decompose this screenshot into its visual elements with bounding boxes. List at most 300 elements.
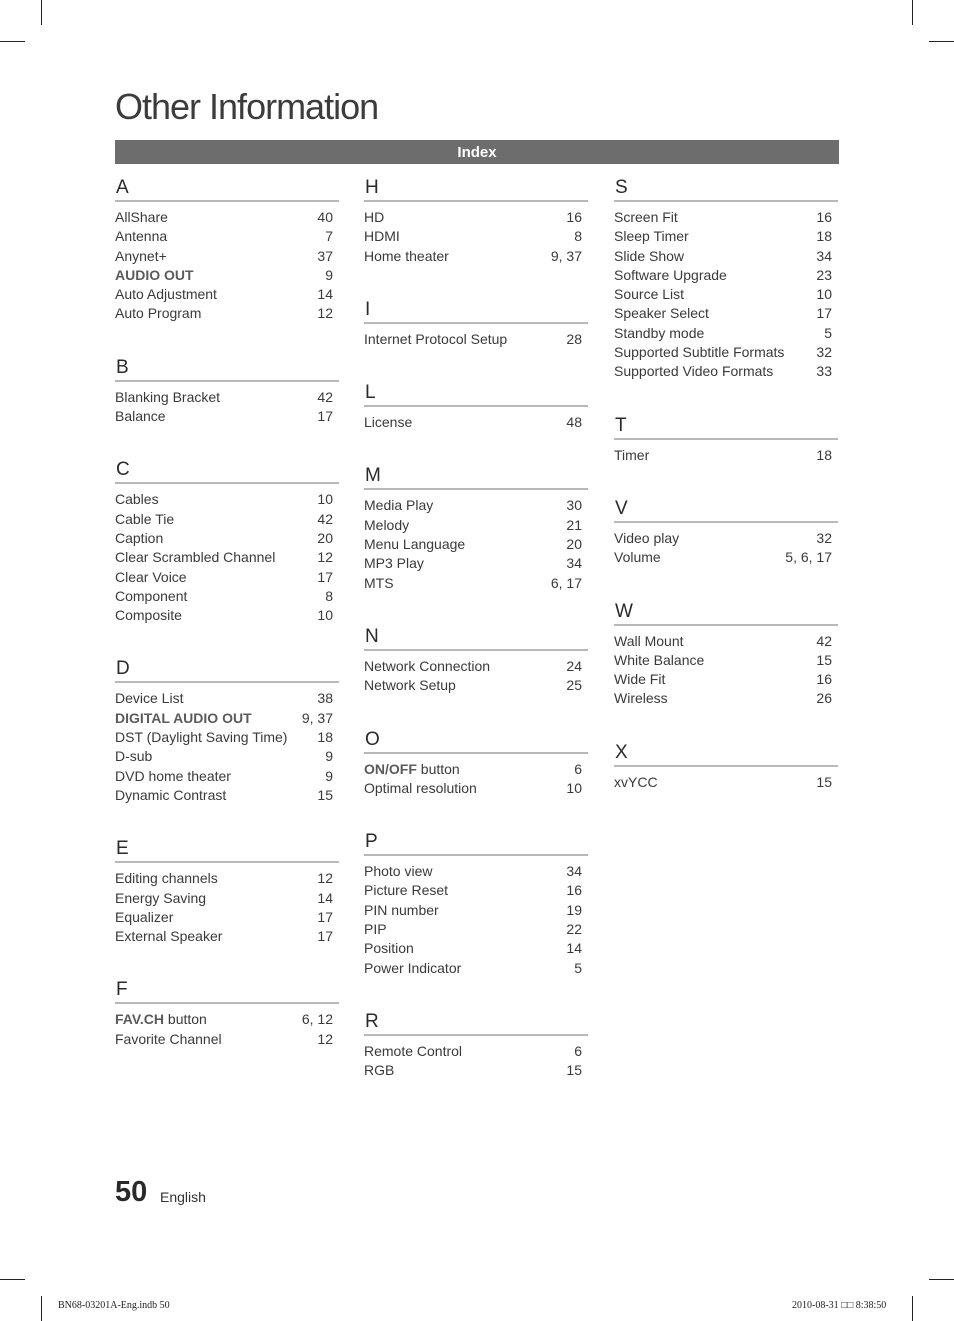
entry-list — [115, 202, 339, 324]
index-entry — [364, 901, 588, 920]
entry-term — [614, 651, 704, 670]
index-entry — [364, 516, 588, 535]
section-letter: M — [364, 462, 588, 490]
entry-pages: 9 — [325, 748, 333, 765]
index-entry — [115, 606, 339, 625]
entry-term — [115, 728, 287, 747]
index-section — [614, 412, 838, 465]
entry-term-text: Remote Control — [364, 1042, 463, 1059]
entry-term — [115, 1010, 207, 1029]
index-entry — [115, 208, 339, 227]
entry-pages: 12 — [317, 549, 333, 566]
entry-term-text: Photo view — [364, 863, 433, 880]
index-header-bar: Index — [115, 140, 839, 164]
entry-term-text: Clear Voice — [115, 568, 187, 585]
entry-term — [614, 689, 668, 708]
entry-pages: 42 — [317, 510, 333, 527]
entry-term — [115, 786, 226, 805]
entry-term-text: MP3 Play — [364, 555, 424, 572]
index-entry — [364, 779, 588, 798]
index-entry — [614, 446, 838, 465]
entry-pages: 20 — [317, 529, 333, 546]
index-entry — [614, 689, 838, 708]
section-letter: I — [364, 296, 588, 324]
index-entry — [115, 285, 339, 304]
index-entry — [364, 676, 588, 695]
entry-pages: 38 — [317, 690, 333, 707]
entry-pages: 32 — [816, 529, 832, 546]
index-entry — [364, 657, 588, 676]
index-section — [115, 174, 339, 324]
entry-term-text: Melody — [364, 516, 410, 533]
entry-term-text: HDMI — [364, 228, 400, 245]
footer-language: English — [160, 1189, 206, 1205]
entry-term-text: RGB — [364, 1062, 395, 1079]
entry-term — [614, 529, 679, 548]
index-entry — [364, 920, 588, 939]
index-entry — [115, 927, 339, 946]
entry-term — [364, 959, 461, 978]
section-letter: H — [364, 174, 588, 202]
entry-pages: 18 — [317, 729, 333, 746]
section-letter: B — [115, 354, 339, 382]
entry-term-bold: DIGITAL AUDIO OUT — [115, 709, 252, 726]
entry-term-text: Home theater — [364, 247, 449, 264]
section-spacer — [614, 465, 838, 495]
entry-pages: 17 — [317, 908, 333, 925]
index-entry — [614, 285, 838, 304]
index-entry — [364, 1061, 588, 1080]
index-entry — [614, 773, 838, 792]
entry-list — [614, 523, 838, 568]
entry-pages: 6 — [574, 760, 582, 777]
index-entry — [115, 869, 339, 888]
index-column-2 — [364, 174, 588, 1081]
entry-pages: 10 — [317, 607, 333, 624]
index-entry — [115, 728, 339, 747]
entry-pages: 9, 37 — [550, 247, 582, 264]
entry-pages: 34 — [566, 863, 582, 880]
index-entry — [614, 266, 838, 285]
entry-term-text: External Speaker — [115, 928, 223, 945]
section-spacer — [115, 805, 339, 835]
entry-term-text: button — [164, 1011, 207, 1028]
index-entry — [115, 786, 339, 805]
entry-pages: 18 — [816, 228, 832, 245]
index-section — [614, 739, 838, 792]
section-letter: X — [614, 739, 838, 767]
entry-pages: 24 — [566, 657, 582, 674]
entry-pages: 16 — [816, 209, 832, 225]
entry-term — [115, 490, 159, 509]
entry-term — [364, 247, 449, 266]
entry-term-text: Position — [364, 940, 414, 957]
entry-term — [364, 760, 460, 779]
index-entry — [364, 496, 588, 515]
entry-term — [364, 516, 409, 535]
entry-term — [364, 227, 400, 246]
entry-term-text: Wall Mount — [614, 632, 684, 649]
entry-list — [115, 683, 339, 805]
section-spacer — [115, 426, 339, 456]
entry-term — [614, 773, 658, 792]
entry-term-text: Auto Program — [115, 305, 202, 322]
entry-pages: 16 — [566, 882, 582, 899]
index-entry — [364, 330, 588, 349]
entry-pages: 5 — [824, 324, 832, 341]
section-spacer — [115, 625, 339, 655]
entry-term-text: Composite — [115, 607, 182, 624]
entry-pages: 9, 37 — [301, 709, 333, 726]
index-entry — [614, 247, 838, 266]
entry-term-bold: ON/OFF — [364, 760, 417, 777]
entry-pages: 19 — [566, 901, 582, 918]
index-entry — [614, 529, 838, 548]
index-entry — [115, 568, 339, 587]
entry-term — [364, 413, 412, 432]
entry-pages: 16 — [566, 209, 582, 225]
entry-term — [115, 709, 252, 728]
entry-term-text: PIP — [364, 921, 387, 938]
index-entry — [115, 747, 339, 766]
entry-term-text: License — [364, 414, 413, 431]
entry-term-text: Dynamic Contrast — [115, 786, 227, 803]
index-entry — [614, 632, 838, 651]
entry-pages: 34 — [566, 555, 582, 572]
entry-term-text: Network Connection — [364, 657, 491, 674]
index-entry — [364, 574, 588, 593]
index-entry — [115, 227, 339, 246]
section-spacer — [364, 432, 588, 462]
entry-term-text: Video play — [614, 529, 680, 546]
entry-pages: 30 — [566, 497, 582, 514]
entry-term — [364, 1042, 462, 1061]
section-letter: T — [614, 412, 838, 440]
index-entry — [115, 304, 339, 323]
index-entry — [614, 548, 838, 567]
entry-pages: 10 — [566, 779, 582, 796]
entry-pages: 18 — [816, 446, 832, 463]
entry-term-text: Supported Subtitle Formats — [614, 344, 785, 361]
entry-term-text: MTS — [364, 574, 394, 591]
index-section — [364, 623, 588, 696]
index-column-3 — [614, 174, 838, 792]
index-entry — [115, 266, 339, 285]
entry-term-text: Standby mode — [614, 324, 705, 341]
entry-pages: 12 — [317, 1030, 333, 1047]
entry-term-text: Cables — [115, 491, 159, 508]
entry-term-text: Component — [115, 587, 188, 604]
entry-term-text: Sleep Timer — [614, 228, 689, 245]
entry-term — [115, 247, 167, 266]
entry-term — [115, 869, 218, 888]
section-letter: L — [364, 379, 588, 407]
index-entry — [364, 247, 588, 266]
index-section — [364, 828, 588, 978]
entry-pages: 20 — [566, 536, 582, 553]
section-spacer — [614, 382, 838, 412]
index-entry — [364, 413, 588, 432]
entry-term — [614, 285, 684, 304]
entry-list — [364, 407, 588, 432]
section-letter: D — [115, 655, 339, 683]
entry-pages: 14 — [317, 889, 333, 906]
index-section — [115, 835, 339, 946]
page-title: Other Information — [115, 86, 379, 127]
section-spacer — [614, 568, 838, 598]
entry-term — [364, 535, 465, 554]
entry-term — [115, 266, 194, 285]
print-slug-date: 2010-08-31 □□ 8:38:50 — [792, 1300, 887, 1311]
entry-list — [364, 856, 588, 978]
entry-term-text: Internet Protocol Setup — [364, 330, 508, 347]
index-section — [364, 1008, 588, 1081]
entry-term-text: Network Setup — [364, 677, 456, 694]
entry-pages: 8 — [574, 228, 582, 245]
entry-pages: 17 — [317, 928, 333, 945]
entry-term — [364, 330, 507, 349]
entry-pages: 7 — [325, 228, 333, 245]
index-section — [115, 655, 339, 805]
print-slug-file: BN68-03201A-Eng.indb 50 — [58, 1300, 170, 1311]
entry-term — [614, 304, 709, 323]
entry-list — [614, 626, 838, 709]
entry-list — [364, 202, 588, 266]
index-entry — [115, 529, 339, 548]
index-entry — [614, 227, 838, 246]
section-letter: P — [364, 828, 588, 856]
index-entry — [115, 767, 339, 786]
index-section — [364, 726, 588, 799]
crop-mark — [929, 41, 954, 42]
entry-term-text: Speaker Select — [614, 305, 709, 322]
entry-pages: 14 — [317, 286, 333, 303]
index-section — [364, 174, 588, 266]
section-letter: W — [614, 598, 838, 626]
index-entry — [115, 490, 339, 509]
section-spacer — [115, 324, 339, 354]
entry-term-text: Source List — [614, 286, 685, 303]
crop-mark — [0, 41, 25, 42]
entry-term-text: Caption — [115, 529, 164, 546]
entry-pages: 17 — [317, 568, 333, 585]
entry-pages: 9 — [325, 767, 333, 784]
entry-term — [115, 889, 206, 908]
entry-term-text: Software Upgrade — [614, 266, 727, 283]
entry-term-text: White Balance — [614, 651, 705, 668]
entry-term-bold: AUDIO OUT — [115, 266, 194, 283]
index-entry — [364, 959, 588, 978]
entry-term — [364, 939, 414, 958]
index-entry — [364, 939, 588, 958]
index-entry — [115, 1030, 339, 1049]
entry-pages: 32 — [816, 344, 832, 361]
index-entry — [614, 670, 838, 689]
entry-pages: 17 — [816, 305, 832, 322]
section-letter: O — [364, 726, 588, 754]
index-section — [364, 462, 588, 592]
entry-term — [115, 388, 220, 407]
entry-term-text: Wireless — [614, 690, 668, 707]
entry-list — [115, 382, 339, 427]
entry-term — [364, 554, 424, 573]
index-entry — [614, 651, 838, 670]
entry-term-text: Slide Show — [614, 247, 685, 264]
entry-term — [614, 670, 665, 689]
entry-term-text: Blanking Bracket — [115, 388, 221, 405]
entry-pages: 15 — [317, 786, 333, 803]
index-section — [115, 354, 339, 427]
entry-term — [364, 779, 477, 798]
entry-term — [115, 908, 173, 927]
page-number: 50 — [115, 1176, 148, 1208]
index-entry — [115, 889, 339, 908]
section-letter: C — [115, 456, 339, 484]
entry-pages: 42 — [317, 388, 333, 405]
entry-term-text: Device List — [115, 690, 184, 707]
entry-list — [614, 767, 838, 792]
entry-pages: 14 — [566, 940, 582, 957]
entry-pages: 12 — [317, 305, 333, 322]
index-section — [115, 976, 339, 1049]
entry-term — [115, 510, 174, 529]
entry-term — [614, 208, 678, 227]
entry-term — [115, 767, 231, 786]
entry-list — [364, 324, 588, 349]
section-letter: N — [364, 623, 588, 651]
entry-term-text: Media Play — [364, 497, 434, 514]
entry-term — [614, 247, 684, 266]
entry-pages: 37 — [317, 247, 333, 264]
entry-term-text: Antenna — [115, 228, 168, 245]
index-entry — [364, 760, 588, 779]
entry-pages: 42 — [816, 632, 832, 649]
entry-pages: 40 — [317, 209, 333, 225]
entry-term-text: Supported Video Formats — [614, 363, 774, 380]
index-section — [364, 296, 588, 349]
entry-term-text: Picture Reset — [364, 882, 449, 899]
entry-term — [364, 574, 394, 593]
entry-pages: 23 — [816, 266, 832, 283]
entry-term — [115, 208, 168, 227]
entry-term — [614, 548, 661, 567]
entry-term-text: Balance — [115, 408, 166, 425]
index-entry — [115, 709, 339, 728]
entry-term-text: Optimal resolution — [364, 779, 477, 796]
crop-mark — [0, 1279, 25, 1280]
entry-term — [364, 496, 433, 515]
entry-term-text: Screen Fit — [614, 209, 678, 225]
index-entry — [364, 862, 588, 881]
entry-pages: 16 — [816, 671, 832, 688]
entry-term-bold: FAV.CH — [115, 1011, 165, 1028]
entry-term-text: Wide Fit — [614, 671, 666, 688]
index-entry — [364, 881, 588, 900]
entry-term — [364, 901, 439, 920]
entry-pages: 10 — [816, 286, 832, 303]
index-entry — [115, 548, 339, 567]
entry-term — [364, 676, 456, 695]
entry-term-text: Power Indicator — [364, 959, 462, 976]
entry-pages: 26 — [816, 690, 832, 707]
entry-term-text: xvYCC — [614, 773, 658, 790]
index-section — [614, 495, 838, 568]
crop-mark — [41, 0, 42, 25]
section-letter: F — [115, 976, 339, 1004]
index-section — [115, 456, 339, 625]
entry-term-text: Cable Tie — [115, 510, 175, 527]
index-entry — [115, 510, 339, 529]
section-spacer — [364, 696, 588, 726]
crop-mark — [912, 0, 913, 25]
entry-term — [115, 587, 187, 606]
index-entry — [614, 208, 838, 227]
entry-term — [115, 285, 217, 304]
index-section — [614, 598, 838, 709]
entry-term-text: PIN number — [364, 901, 439, 918]
section-spacer — [364, 349, 588, 379]
section-spacer — [364, 978, 588, 1008]
section-letter: E — [115, 835, 339, 863]
section-letter: R — [364, 1008, 588, 1036]
entry-pages: 5, 6, 17 — [785, 549, 832, 566]
index-entry — [115, 407, 339, 426]
index-entry — [115, 388, 339, 407]
index-entry — [115, 1010, 339, 1029]
entry-list — [614, 202, 838, 382]
entry-pages: 21 — [566, 516, 582, 533]
entry-list — [115, 863, 339, 946]
entry-list — [614, 440, 838, 465]
index-entry — [115, 587, 339, 606]
entry-term-text: D-sub — [115, 748, 153, 765]
entry-list — [364, 651, 588, 696]
entry-term-text: DST (Daylight Saving Time) — [115, 729, 288, 746]
entry-term-text: DVD home theater — [115, 767, 231, 784]
entry-term-text: Auto Adjustment — [115, 286, 217, 303]
index-entry — [614, 324, 838, 343]
entry-term — [614, 227, 689, 246]
entry-term — [614, 266, 727, 285]
entry-pages: 17 — [317, 408, 333, 425]
entry-term-text: Menu Language — [364, 536, 466, 553]
section-letter: V — [614, 495, 838, 523]
entry-term — [115, 689, 183, 708]
entry-term-text: Equalizer — [115, 908, 174, 925]
crop-mark — [912, 1296, 913, 1321]
entry-term — [614, 446, 649, 465]
entry-term — [364, 208, 384, 227]
index-entry — [614, 343, 838, 362]
section-spacer — [364, 798, 588, 828]
entry-term-text: Favorite Channel — [115, 1030, 222, 1047]
entry-term-text: Anynet+ — [115, 247, 167, 264]
entry-pages: 5 — [574, 959, 582, 976]
entry-pages: 10 — [317, 491, 333, 508]
section-spacer — [115, 946, 339, 976]
entry-term — [115, 1030, 222, 1049]
entry-term-text: Clear Scrambled Channel — [115, 549, 276, 566]
entry-term — [364, 862, 432, 881]
entry-term — [364, 881, 448, 900]
crop-mark — [929, 1279, 954, 1280]
entry-list — [364, 754, 588, 799]
entry-term — [115, 407, 166, 426]
entry-term-text: Timer — [614, 446, 650, 463]
index-column-1 — [115, 174, 339, 1049]
entry-term — [115, 304, 201, 323]
index-entry — [115, 689, 339, 708]
